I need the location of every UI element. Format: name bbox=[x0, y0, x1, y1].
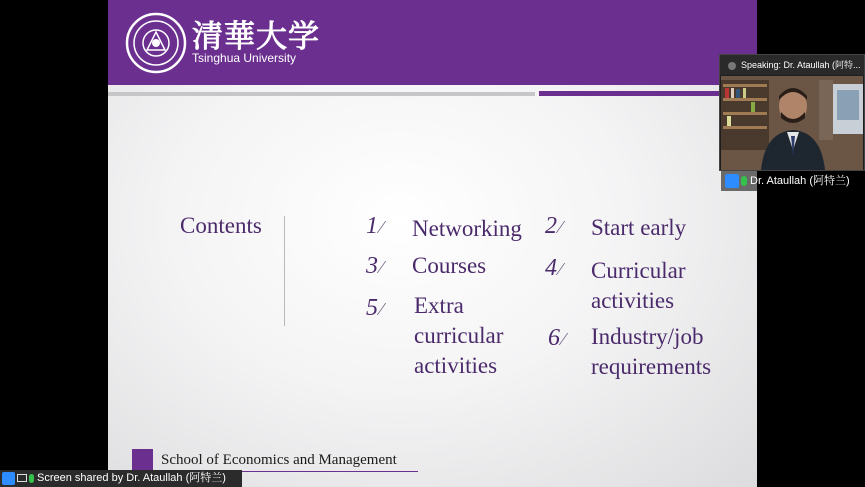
item-label-line: activities bbox=[414, 353, 498, 378]
participant-video-feed bbox=[721, 76, 863, 187]
participant-name: Dr. Ataullah (阿特兰) bbox=[750, 175, 850, 187]
item-label-industry-job-requirements bbox=[591, 322, 711, 382]
video-frame-illustration bbox=[721, 76, 863, 170]
vertical-divider bbox=[284, 216, 285, 326]
footer-square bbox=[132, 449, 153, 472]
screen-share-label: Screen shared by Dr. Ataullah (阿特兰) bbox=[37, 472, 226, 484]
item-label-line: Extra bbox=[414, 293, 464, 318]
header-rule-gray bbox=[108, 92, 535, 96]
item-label-line: curricular bbox=[414, 323, 504, 348]
item-label-extra-curricular-activities bbox=[414, 291, 503, 381]
screen-share-status-bar[interactable] bbox=[0, 470, 242, 487]
item-number-4: 4 ⁄ bbox=[545, 255, 563, 281]
item-number-5: 5 ⁄ bbox=[366, 295, 384, 321]
item-label-line: activities bbox=[591, 288, 675, 313]
item-label-start-early: Start early bbox=[591, 215, 687, 240]
item-label-curricular-activities bbox=[591, 256, 686, 316]
item-number-2: 2 ⁄ bbox=[545, 213, 563, 239]
mic-icon bbox=[29, 474, 34, 483]
item-number-1: 1 ⁄ bbox=[366, 213, 384, 239]
item-label-line: Curricular bbox=[591, 258, 686, 283]
item-number-3: 3 ⁄ bbox=[366, 253, 384, 279]
screen-share-icon bbox=[17, 474, 27, 482]
item-label-line: requirements bbox=[591, 354, 712, 379]
tsinghua-seal-icon bbox=[125, 12, 187, 74]
contents-title: Contents bbox=[180, 213, 262, 238]
participant-name-bar bbox=[721, 171, 865, 191]
speaking-indicator-bar bbox=[720, 55, 864, 75]
shared-slide bbox=[108, 0, 757, 487]
logo-english-name: Tsinghua University bbox=[192, 51, 297, 65]
speaking-label: Speaking: Dr. Ataullah (阿特... bbox=[741, 60, 861, 70]
item-label-networking: Networking bbox=[412, 216, 522, 241]
item-label-line: Industry/job bbox=[591, 324, 704, 349]
item-label-courses: Courses bbox=[412, 253, 487, 278]
logo-chinese-name: 清華大学 bbox=[192, 19, 320, 55]
mic-icon bbox=[741, 176, 747, 186]
user-icon bbox=[725, 174, 739, 188]
participant-video-tile[interactable] bbox=[719, 54, 865, 187]
speaker-avatar-icon bbox=[728, 62, 736, 70]
slide-header bbox=[108, 0, 757, 85]
footer-school-name: School of Economics and Management bbox=[161, 452, 397, 468]
item-number-6: 6 ⁄ bbox=[548, 325, 566, 351]
user-icon bbox=[2, 472, 15, 485]
